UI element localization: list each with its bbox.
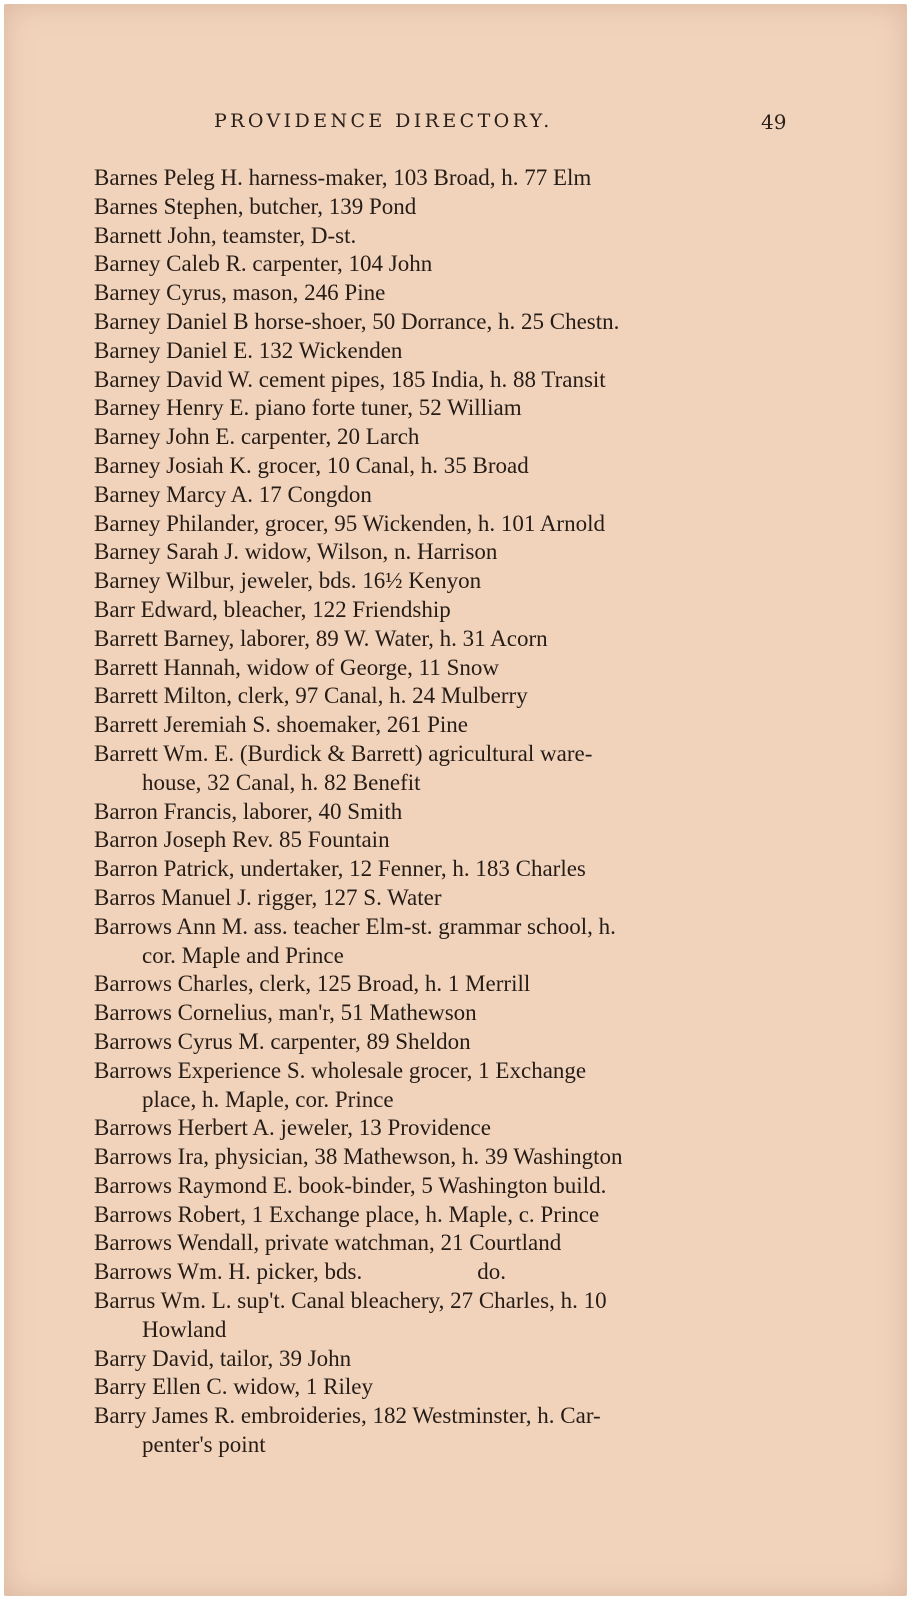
directory-entry — [94, 1143, 794, 1172]
directory-entries — [94, 164, 794, 1460]
entry-text: Barron Joseph Rev. 85 Fountain — [94, 827, 390, 853]
entry-continuation: penter's point — [142, 1432, 266, 1458]
entry-text: Barney Sarah J. widow, Wilson, n. Harrison — [94, 539, 498, 565]
entry-text: Barrett Barney, laborer, 89 W. Water, h. 31 Acorn — [94, 625, 548, 651]
directory-entry — [94, 279, 794, 308]
directory-entry — [94, 654, 794, 683]
directory-entry — [94, 1028, 794, 1057]
entry-continuation: place, h. Maple, cor. Prince — [142, 1086, 394, 1112]
entry-text: Barney Daniel E. 132 Wickenden — [94, 337, 403, 363]
directory-entry — [94, 1287, 794, 1345]
entry-text: Barrett Milton, clerk, 97 Canal, h. 24 Mulberry — [94, 683, 528, 709]
directory-entry — [94, 798, 794, 827]
directory-entry — [94, 596, 794, 625]
entry-text: Barrett Jeremiah S. shoemaker, 261 Pine — [94, 712, 469, 738]
entry-text: Barrows Cyrus M. carpenter, 89 Sheldon — [94, 1028, 471, 1054]
directory-entry — [94, 538, 794, 567]
directory-entry — [94, 682, 794, 711]
directory-entry — [94, 711, 794, 740]
entry-text: Barrus Wm. L. sup't. Canal bleachery, 27 Charles, h. 10 — [94, 1288, 607, 1314]
directory-entry — [94, 855, 794, 884]
entry-text: Barron Patrick, undertaker, 12 Fenner, h. 183 Charles — [94, 856, 586, 882]
entry-text: Barnes Peleg H. harness-maker, 103 Broad, h. 77 Elm — [94, 165, 592, 190]
directory-entry — [94, 1258, 794, 1287]
entry-text: Barrows Robert, 1 Exchange place, h. Maple, c. Prince — [94, 1201, 600, 1227]
directory-entry — [94, 740, 794, 798]
entry-text: Barrows Raymond E. book-binder, 5 Washington build. — [94, 1172, 607, 1198]
entry-text: Barron Francis, laborer, 40 Smith — [94, 798, 403, 824]
directory-page — [4, 4, 907, 1596]
directory-entry — [94, 394, 794, 423]
entry-continuation: house, 32 Canal, h. 82 Benefit — [142, 769, 421, 795]
directory-entry — [94, 1345, 794, 1374]
entry-text: Barrett Wm. E. (Burdick & Barrett) agricultural ware- — [94, 740, 593, 766]
directory-entry — [94, 510, 794, 539]
entry-text: Barney Wilbur, jeweler, bds. 16½ Kenyon — [94, 568, 482, 594]
directory-entry — [94, 222, 794, 251]
running-title: PROVIDENCE DIRECTORY. — [214, 110, 553, 132]
directory-entry — [94, 452, 794, 481]
entry-continuation: Howland — [142, 1316, 227, 1342]
page-number: 49 — [761, 110, 787, 134]
entry-text: Barrows Experience S. wholesale grocer, 1 Exchange — [94, 1057, 587, 1083]
entry-text: Barney Marcy A. 17 Congdon — [94, 481, 372, 507]
directory-entry — [94, 337, 794, 366]
directory-entry — [94, 423, 794, 452]
directory-entry — [94, 913, 794, 971]
directory-entry — [94, 826, 794, 855]
directory-entry — [94, 999, 794, 1028]
entry-text: Barney Henry E. piano forte tuner, 52 William — [94, 395, 522, 421]
directory-entry — [94, 567, 794, 596]
entry-continuation: cor. Maple and Prince — [142, 942, 344, 968]
directory-entry — [94, 193, 794, 222]
entry-text: Barney David W. cement pipes, 185 India, h. 88 Transit — [94, 366, 606, 392]
page-header — [4, 110, 907, 144]
directory-entry — [94, 1402, 794, 1460]
entry-text: Barney Caleb R. carpenter, 104 John — [94, 251, 433, 277]
entry-text: Barros Manuel J. rigger, 127 S. Water — [94, 884, 442, 910]
entry-text: Barry James R. embroideries, 182 Westminster, h. Car- — [94, 1403, 601, 1429]
entry-text: Barney John E. carpenter, 20 Larch — [94, 424, 420, 450]
directory-entry — [94, 308, 794, 337]
directory-entry — [94, 625, 794, 654]
directory-entry — [94, 1229, 794, 1258]
directory-entry — [94, 164, 794, 193]
entry-text: Barrows Wm. H. picker, bds. do. — [94, 1259, 506, 1285]
entry-text: Barry Ellen C. widow, 1 Riley — [94, 1374, 373, 1400]
directory-entry — [94, 884, 794, 913]
entry-text: Barr Edward, bleacher, 122 Friendship — [94, 596, 451, 622]
entry-text: Barney Josiah K. grocer, 10 Canal, h. 35 Broad — [94, 452, 529, 478]
entry-text: Barrows Wendall, private watchman, 21 Courtland — [94, 1230, 562, 1256]
directory-entry — [94, 970, 794, 999]
entry-text: Barnes Stephen, butcher, 139 Pond — [94, 193, 417, 219]
entry-text: Barney Cyrus, mason, 246 Pine — [94, 280, 386, 306]
directory-entry — [94, 1114, 794, 1143]
entry-text: Barry David, tailor, 39 John — [94, 1345, 352, 1371]
entry-text: Barnett John, teamster, D-st. — [94, 222, 357, 248]
directory-entry — [94, 250, 794, 279]
entry-text: Barrett Hannah, widow of George, 11 Snow — [94, 654, 499, 680]
directory-entry — [94, 1201, 794, 1230]
directory-entry — [94, 1172, 794, 1201]
entry-text: Barrows Herbert A. jeweler, 13 Providence — [94, 1115, 491, 1141]
entry-text: Barrows Charles, clerk, 125 Broad, h. 1 Merrill — [94, 971, 531, 997]
entry-text: Barney Philander, grocer, 95 Wickenden, h. 101 Arnold — [94, 510, 605, 536]
entry-text: Barrows Cornelius, man'r, 51 Mathewson — [94, 1000, 477, 1026]
directory-entry — [94, 1373, 794, 1402]
directory-entry — [94, 366, 794, 395]
entry-text: Barrows Ira, physician, 38 Mathewson, h. 39 Washington — [94, 1144, 623, 1170]
directory-entry — [94, 1057, 794, 1115]
entry-text: Barrows Ann M. ass. teacher Elm-st. grammar school, h. — [94, 913, 616, 939]
directory-entry — [94, 481, 794, 510]
entry-text: Barney Daniel B horse-shoer, 50 Dorrance, h. 25 Chestn. — [94, 308, 620, 334]
